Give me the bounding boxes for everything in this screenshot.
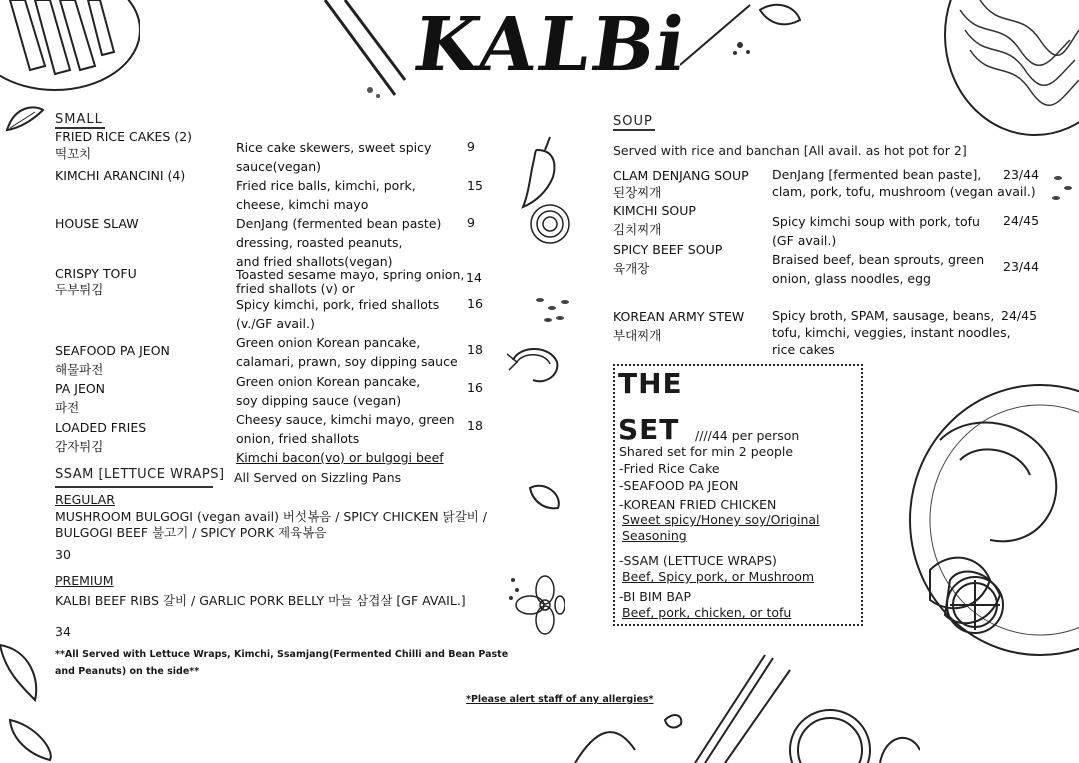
shrimp-illustration xyxy=(505,340,565,390)
set-price: ////44 per person xyxy=(695,428,800,443)
soup-korean-clam-denjang: 된장찌개 xyxy=(613,185,662,200)
seeds-illustration xyxy=(530,290,580,330)
item-desc-house-slaw: DenJang (fermented bean paste) dressing, roasted peanuts, and fried shallots(vegan) xyxy=(236,216,442,269)
item-korean-fried-rice-cakes: 떡꼬치 xyxy=(55,146,92,161)
item-price-crispy-tofu-alt: 16 xyxy=(467,296,483,311)
chopsticks-illustration xyxy=(320,0,410,110)
item-name-loaded-fries: LOADED FRIES xyxy=(55,420,147,435)
ssam-regular-price: 30 xyxy=(55,547,71,562)
ssam-premium-items: KALBI BEEF RIBS 갈비 / GARLIC PORK BELLY 마늘 삼겹살 [GF AVAIL.] xyxy=(55,593,466,608)
corner-food-illustration-left xyxy=(0,0,140,100)
item-price-kimchi-arancini: 15 xyxy=(467,178,483,193)
soup-desc-spicy-beef: Braised beef, bean sprouts, green onion, glass noodles, egg xyxy=(772,252,985,286)
item-price-seafood-pa-jeon: 18 xyxy=(467,342,483,357)
soup-desc-clam-denjang: DenJang [fermented bean paste], clam, pork, tofu, mushroom (vegan avail.) xyxy=(772,167,1036,199)
set-item-korean-fried-chicken: -KOREAN FRIED CHICKEN xyxy=(619,497,777,512)
soup-korean-kimchi: 김치찌개 xyxy=(613,222,662,237)
item-desc-seafood-pa-jeon: Green onion Korean pancake, calamari, prawn, soy dipping sauce xyxy=(236,335,458,369)
item-desc-crispy-tofu: Toasted sesame mayo, spring onion, fried shallots (v) or xyxy=(236,267,465,296)
item-name-seafood-pa-jeon: SEAFOOD PA JEON xyxy=(55,343,170,358)
soup-price-spicy-beef: 23/44 xyxy=(1003,259,1040,274)
set-item-ssam-options: Beef, Spicy pork, or Mushroom xyxy=(622,569,815,584)
item-name-pa-jeon: PA JEON xyxy=(55,381,106,396)
item-name-crispy-tofu: CRISPY TOFU xyxy=(55,266,137,281)
soup-desc-army-stew: Spicy broth, SPAM, sausage, beans, tofu, kimchi, veggies, instant noodles, rice cakes xyxy=(772,308,1011,357)
small-section-heading: SMALL xyxy=(55,112,103,127)
soup-section-heading: SOUP xyxy=(613,114,653,129)
citrus-illustration xyxy=(780,690,920,763)
set-title-the: THE xyxy=(618,367,683,400)
herb-illustration xyxy=(680,0,810,70)
item-korean-crispy-tofu: 두부튀김 xyxy=(55,282,104,297)
ssam-footnote: **All Served with Lettuce Wraps, Kimchi, Ssamjang(Fermented Chilli and Bean Paste and Peanuts) on the side** xyxy=(55,649,509,677)
item-price-crispy-tofu: 14 xyxy=(466,270,482,285)
set-item-fried-rice-cake: -Fried Rice Cake xyxy=(619,461,720,476)
item-price-fried-rice-cakes: 9 xyxy=(467,139,475,154)
soup-subtitle: Served with rice and banchan [All avail. as hot pot for 2] xyxy=(613,143,967,158)
onion-slice-illustration xyxy=(528,202,573,247)
seeds-sketch-right xyxy=(1048,168,1079,208)
ssam-regular-items: MUSHROOM BULGOGI (vegan avail) 버섯볶음 / SPICY CHICKEN 닭갈비 / BULGOGI BEEF 불고기 / SPICY PORK 제육볶음 xyxy=(55,509,488,540)
item-price-house-slaw: 9 xyxy=(467,215,475,230)
set-menu-box xyxy=(613,364,863,626)
ssam-subtitle: All Served on Sizzling Pans xyxy=(234,470,402,485)
soup-heading-underline xyxy=(613,129,655,131)
ssam-heading-underline xyxy=(55,486,213,488)
item-desc-crispy-tofu-alt: Spicy kimchi, pork, fried shallots (v./GF avail.) xyxy=(236,297,440,331)
allergy-notice: *Please alert staff of any allergies* xyxy=(466,694,654,705)
soup-desc-kimchi: Spicy kimchi soup with pork, tofu (GF avail.) xyxy=(772,214,980,248)
item-price-loaded-fries: 18 xyxy=(467,418,483,433)
leaf-sketch-bottom-left xyxy=(0,640,60,763)
item-korean-pa-jeon: 파전 xyxy=(55,400,80,415)
garlic-illustration xyxy=(525,480,565,515)
item-name-fried-rice-cakes: FRIED RICE CAKES (2) xyxy=(55,129,193,144)
set-item-chicken-options: Sweet spicy/Honey soy/Original Seasoning xyxy=(622,512,820,543)
soup-name-army-stew: KOREAN ARMY STEW xyxy=(613,309,745,324)
ssam-premium-price: 34 xyxy=(55,624,71,639)
item-name-house-slaw: HOUSE SLAW xyxy=(55,216,139,231)
item-name-kimchi-arancini: KIMCHI ARANCINI (4) xyxy=(55,168,186,183)
soup-price-kimchi: 24/45 xyxy=(1003,213,1040,228)
soup-name-spicy-beef: SPICY BEEF SOUP xyxy=(613,242,723,257)
set-shared-note: Shared set for min 2 people xyxy=(619,444,794,459)
seafood-platter-illustration xyxy=(900,380,1079,660)
soup-korean-spicy-beef: 육개장 xyxy=(613,261,650,276)
ssam-regular-label: REGULAR xyxy=(55,492,115,507)
ssam-premium-label: PREMIUM xyxy=(55,573,114,588)
set-item-seafood-pa-jeon: -SEAFOOD PA JEON xyxy=(619,478,739,493)
set-item-bi-bim-bap-options: Beef, pork, chicken, or tofu xyxy=(622,605,792,620)
set-title-set: SET xyxy=(618,413,680,446)
item-desc-fried-rice-cakes: Rice cake skewers, sweet spicy sauce(vegan) xyxy=(236,140,432,174)
item-korean-loaded-fries: 감자튀김 xyxy=(55,439,104,454)
soup-korean-army-stew: 부대찌개 xyxy=(613,328,662,343)
ssam-section-heading: SSAM [LETTUCE WRAPS] xyxy=(55,467,225,482)
set-item-ssam: -SSAM (LETTUCE WRAPS) xyxy=(619,553,777,568)
soup-name-clam-denjang: CLAM DENJANG SOUP xyxy=(613,168,749,183)
flower-illustration xyxy=(505,570,565,635)
item-desc-loaded-fries: Cheesy sauce, kimchi mayo, green onion, fried shallots Kimchi bacon(vo) or bulgogi beef xyxy=(236,412,455,465)
set-item-bi-bim-bap: -BI BIM BAP xyxy=(619,589,691,604)
item-desc-pa-jeon: Green onion Korean pancake, soy dipping sauce (vegan) xyxy=(236,374,421,408)
item-desc-kimchi-arancini: Fried rice balls, kimchi, pork, cheese, kimchi mayo xyxy=(236,178,416,212)
restaurant-logo-title: KALBi xyxy=(408,2,693,88)
chili-illustration xyxy=(515,132,565,212)
soup-price-army-stew: 24/45 xyxy=(1001,308,1038,323)
item-price-pa-jeon: 16 xyxy=(467,380,483,395)
item-korean-seafood-pa-jeon: 해물파전 xyxy=(55,362,104,377)
leaf-illustration xyxy=(5,100,45,135)
noodle-bowl-illustration xyxy=(940,0,1079,140)
soup-price-clam-denjang: 23/44 xyxy=(1003,167,1040,182)
soup-name-kimchi: KIMCHI SOUP xyxy=(613,203,696,218)
